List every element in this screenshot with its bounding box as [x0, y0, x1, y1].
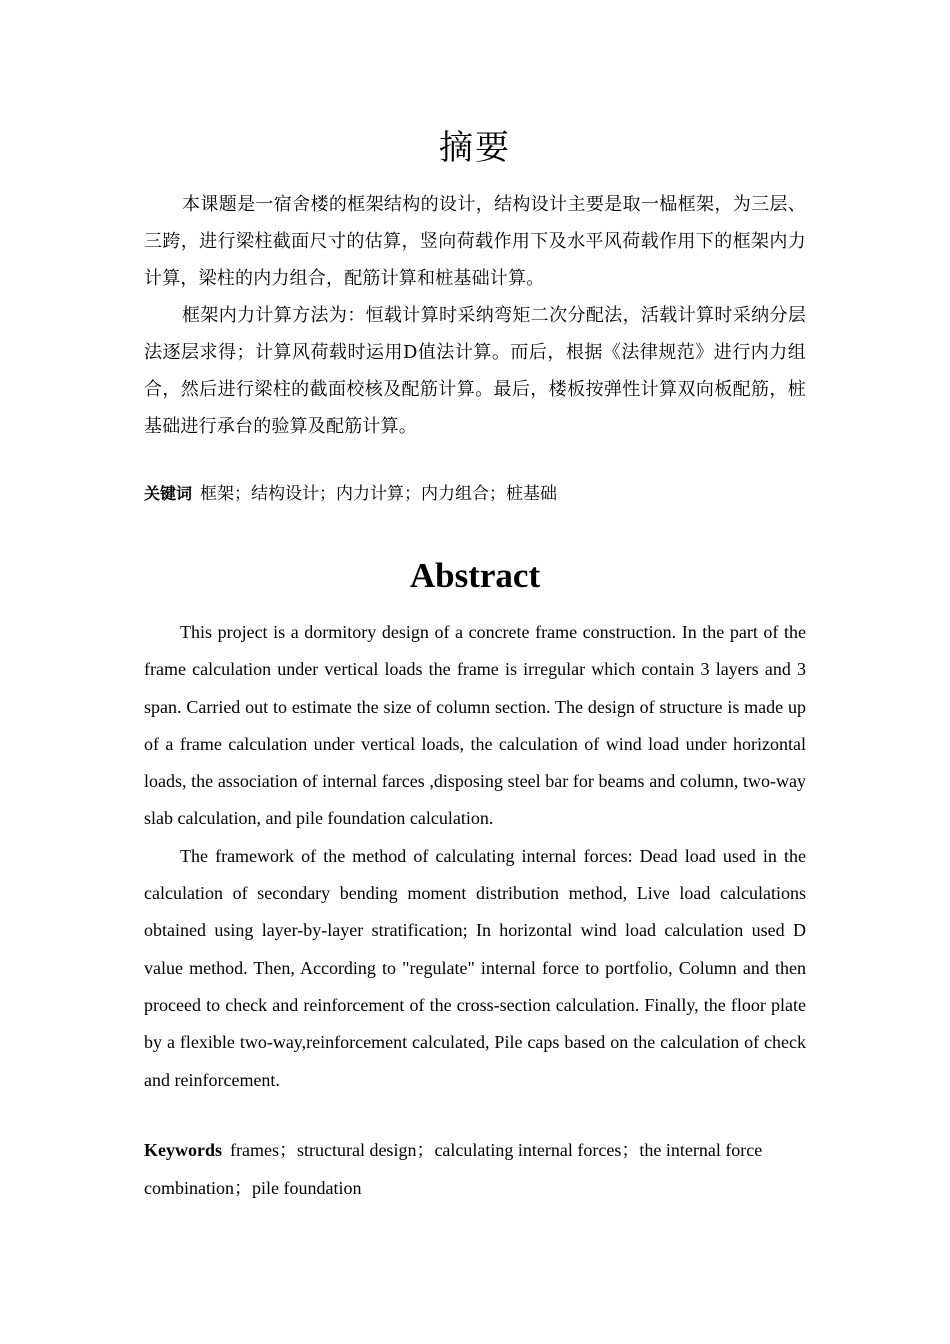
- english-abstract-title: Abstract: [409, 556, 541, 595]
- chinese-abstract-title: 摘要: [439, 128, 511, 168]
- chinese-keywords: [144, 476, 806, 512]
- english-paragraph-1: This project is a dormitory design of a concrete frame construction. In the part of the frame calculation under vertical loads the frame is irregular which contain 3 layers and 3 span. Carried out to estimate the size of column section. The design of structure is made up of a frame calculation under vertical loads, the calculation of wind load under horizontal loads, the association of internal farces ,disposing steel bar for beams and column, two-way slab calculation, and pile foundation calculation.: [144, 622, 806, 829]
- english-keywords: [144, 1131, 806, 1207]
- english-paragraph-2: The framework of the method of calculating internal forces: Dead load used in the calculation of secondary bending moment distribution method, Live load calculations obtained using layer-by-layer stratification; In horizontal wind load calculation used D value method. Then, According to "regulate" internal force to portfolio, Column and then proceed to check and reinforcement of the cross-section calculation. Finally, the floor plate by a flexible two-way,reinforcement calculated, Pile caps based on the calculation of check and reinforcement.: [144, 845, 806, 1090]
- chinese-paragraph-2: 框架内力计算方法为：恒载计算时采纳弯矩二次分配法，活载计算时采纳分层法逐层求得；计算风荷载时运用D值法计算。而后，根据《法律规范》进行内力组合，然后进行梁柱的截面校核及配筋计算。最后，楼板按弹性计算双向板配筋，桩基础进行承台的验算及配筋计算。: [144, 305, 806, 437]
- chinese-keywords-text: 框架；结构设计；内力计算；内力组合；桩基础: [200, 484, 558, 504]
- chinese-keywords-label: 关键词: [144, 484, 193, 503]
- chinese-paragraph-1: 本课题是一宿舍楼的框架结构的设计，结构设计主要是取一榀框架，为三层、三跨，进行梁柱截面尺寸的估算，竖向荷载作用下及水平风荷载作用下的框架内力计算，梁柱的内力组合，配筋计算和桩基础计算。: [144, 194, 806, 289]
- chinese-abstract-body: [144, 186, 806, 445]
- english-keywords-label: Keywords: [144, 1140, 222, 1160]
- english-abstract-body: [144, 614, 806, 1099]
- english-keywords-text: frames；structural design；calculating internal forces；the internal force combination；pile foundation: [144, 1140, 763, 1198]
